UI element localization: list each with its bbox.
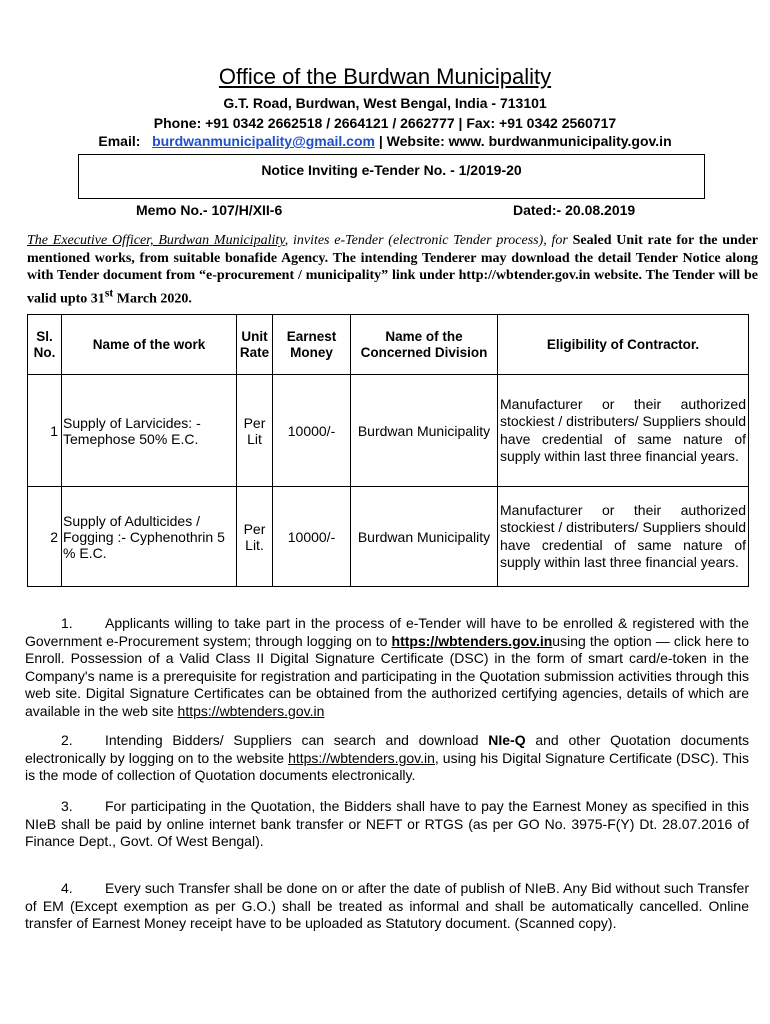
table-header-row [28, 315, 749, 375]
intro-bold-text: Sealed Unit rate for the under mentioned works, from suitable bonafide Agency. The intending Tenderer may download the detail Tender Notice along with Tender document from “e-procurement / municipality” link under http://wbtender.gov.in website. The Tender will be valid upto 31 [27, 233, 759, 307]
clause-text: Applicants willing to take part in the process of e-Tender will have to be enrolled & registered with the Government e-Procurement system; through logging on to [25, 615, 749, 649]
intro-end-text: March 2020. [113, 291, 192, 307]
notice-date: Dated:- 20.08.2019 [513, 202, 636, 218]
cell-sl-no: 1 [28, 375, 62, 487]
nie-q-label: NIe-Q [488, 732, 526, 748]
clause-text: using the option — click here to Enroll. Possession of a Valid Class II Digital Signature Certificate (DSC) in the form of smart card/e-token in the Company's name is a prerequisite for registration and participating in the Quotation submission activities through this web site. Digital Signature Certificates can be obtained from the authorized certifying agencies, details of which are available in the web site [25, 632, 749, 719]
phone-fax-line: Phone: +91 0342 2662518 / 2664121 / 2662777 | Fax: +91 0342 2560717 [153, 115, 617, 131]
clause-text: Every such Transfer shall be done on or after the date of publish of NIeB. Any Bid without such Transfer of EM (Except exemption as per G.O.) shall be treated as informal and shall be automatically cancelled. Online transfer of Earnest Money receipt have to be uploaded as Statutory document. (Scanned copy). [25, 880, 749, 931]
cell-earnest-money: 10000/- [273, 375, 351, 487]
memo-number: Memo No.- 107/H/XII-6 [136, 202, 283, 218]
intro-officer: The Executive Officer, Burdwan Municipality [27, 233, 285, 248]
works-table [27, 314, 749, 587]
notice-box [78, 154, 705, 199]
cell-unit-rate: Per Lit. [237, 487, 273, 587]
header-earnest-money: Earnest Money [273, 315, 351, 375]
cell-name-of-work: Supply of Adulticides / Fogging :- Cyphenothrin 5 % E.C. [62, 487, 237, 587]
clause-4 [25, 880, 749, 933]
header-sl-no: Sl. No. [28, 315, 62, 375]
table-row [28, 375, 749, 487]
cell-name-of-work: Supply of Larvicides: - Temephose 50% E.C. [62, 375, 237, 487]
clause-text: For participating in the Quotation, the Bidders shall have to pay the Earnest Money as specified in this NIeB shall be paid by online internet bank transfer or NEFT or RTGS (as per GO No. 3975-F(Y) Dt. 28.07.2016 of Finance Dept., Govt. Of West Bengal). [25, 798, 749, 849]
wbtenders-link[interactable]: https://wbtenders.gov.in [288, 749, 435, 766]
cell-eligibility: Manufacturer or their authorized stockiest / distributers/ Suppliers should have credential of same nature of supply within last three financial years. [498, 487, 749, 587]
clause-text: and other Quotation documents electronically by logging on to the website [25, 732, 749, 766]
header-unit-rate: Unit Rate [237, 315, 273, 375]
clause-1 [25, 615, 749, 720]
wbtenders-link[interactable]: https://wbtenders.gov.in [391, 632, 553, 649]
page-title: Office of the Burdwan Municipality [218, 64, 552, 89]
website-text: | Website: www. burdwanmunicipality.gov.in [378, 133, 672, 149]
cell-earnest-money: 10000/- [273, 487, 351, 587]
cell-eligibility: Manufacturer or their authorized stockiest / distributers/ Suppliers should have credential of same nature of supply within last three financial years. [498, 375, 749, 487]
table-row [28, 487, 749, 587]
header-name-of-work: Name of the work [62, 315, 237, 375]
header-eligibility: Eligibility of Contractor. [498, 315, 749, 375]
clause-2 [25, 732, 749, 785]
email-label: Email: [98, 133, 141, 149]
intro-paragraph [27, 232, 758, 308]
email-website-line [0, 133, 770, 149]
cell-sl-no: 2 [28, 487, 62, 587]
clause-text: Intending Bidders/ Suppliers can search and download [105, 732, 489, 748]
header-division: Name of the Concerned Division [351, 315, 498, 375]
cell-unit-rate: Per Lit [237, 375, 273, 487]
clause-3 [25, 798, 749, 851]
clause-number: 3. [61, 798, 73, 814]
cell-division: Burdwan Municipality [351, 375, 498, 487]
clause-number: 4. [61, 880, 73, 896]
address-line: G.T. Road, Burdwan, West Bengal, India - 713101 [223, 95, 547, 111]
email-link[interactable]: burdwanmunicipality@gmail.com [152, 133, 375, 149]
clause-text: , using his Digital Signature Certificate (DSC). This is the mode of collection of Quotation documents electronically. [25, 749, 749, 783]
wbtenders-link[interactable]: https://wbtenders.gov.in [177, 702, 325, 719]
clause-number: 2. [61, 732, 73, 748]
intro-italic-text: , invites e-Tender (electronic Tender process), for [284, 233, 573, 248]
clause-number: 1. [61, 615, 73, 631]
cell-division: Burdwan Municipality [351, 487, 498, 587]
intro-superscript: st [104, 286, 114, 300]
notice-title: Notice Inviting e-Tender No. - 1/2019-20 [261, 162, 522, 178]
